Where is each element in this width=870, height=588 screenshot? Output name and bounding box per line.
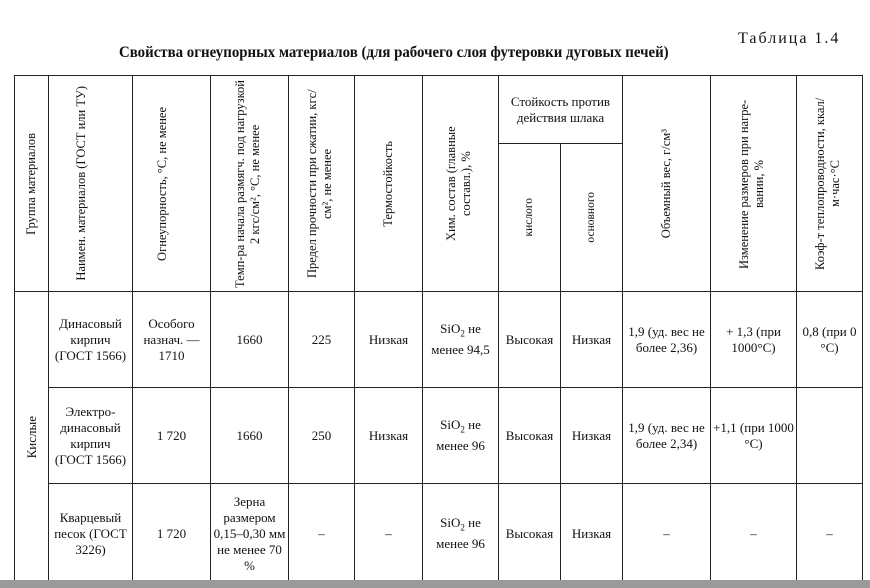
chem-subscript: 2	[460, 522, 465, 533]
header-refractoriness	[133, 76, 211, 292]
cell-size-change: + 1,3 (при 1000°С)	[711, 292, 797, 388]
cell-thermal-resistance: Низкая	[355, 292, 423, 388]
header-name-text: Наимен. материалов (ГОСТ или ТУ)	[73, 86, 88, 281]
cell-bulk-density: 1,9 (уд. вес не более 2,36)	[623, 292, 711, 388]
cell-thermal-conductivity	[797, 388, 863, 484]
chem-text: не менее 94,5	[431, 321, 490, 357]
header-size-change	[711, 76, 797, 292]
group-cell	[15, 292, 49, 584]
cell-slag-basic: Низкая	[561, 292, 623, 388]
header-size-change-text: Изменение размеров при нагре-вании, %	[736, 98, 766, 269]
table-row	[15, 292, 863, 388]
header-name	[49, 76, 133, 292]
header-softening-temp-text: Темп-ра начала размягч. под нагрузкой 2 кгс/см², °С, не менее	[232, 79, 262, 288]
group-label: Кислые	[23, 416, 39, 459]
chem-subscript: 2	[460, 328, 465, 339]
header-slag-resistance: Стойкость против действия шлака	[499, 76, 623, 144]
header-slag-acidic-text: кислого	[523, 198, 535, 237]
header-thermal-conductivity	[797, 76, 863, 292]
cell-compressive-strength: 225	[289, 292, 355, 388]
header-thermal-conductivity-text: Коэф-т теплопроводности, ккал/м·час·°С	[812, 97, 842, 270]
bottom-edge-bar	[0, 580, 870, 588]
header-bulk-density	[623, 76, 711, 292]
cell-chem-composition	[423, 388, 499, 484]
cell-thermal-conductivity: 0,8 (при 0 °С)	[797, 292, 863, 388]
header-compressive-strength-text: Предел прочности при сжатии, кгс/см², не менее	[304, 89, 334, 278]
table-row	[15, 484, 863, 584]
cell-bulk-density: –	[623, 484, 711, 584]
cell-slag-acidic: Высокая	[499, 292, 561, 388]
cell-refractoriness: 1 720	[133, 484, 211, 584]
cell-name: Кварцевый песок (ГОСТ 3226)	[49, 484, 133, 584]
header-refractoriness-text: Огнеупорность, °С, не менее	[154, 106, 169, 261]
header-chem-composition	[423, 76, 499, 292]
cell-name: Динасовый кирпич (ГОСТ 1566)	[49, 292, 133, 388]
table-row	[15, 388, 863, 484]
chem-text: не менее 96	[436, 515, 485, 551]
cell-size-change: –	[711, 484, 797, 584]
cell-thermal-resistance: Низкая	[355, 388, 423, 484]
header-slag-acidic	[499, 144, 561, 292]
chem-text: не менее 96	[436, 417, 485, 453]
cell-thermal-resistance: –	[355, 484, 423, 584]
header-softening-temp	[211, 76, 289, 292]
header-group	[15, 76, 49, 292]
cell-softening-temp: 1660	[211, 292, 289, 388]
chem-formula: SiO	[440, 321, 461, 337]
header-chem-composition-text: Хим. состав (главные составл.), %	[443, 126, 473, 241]
chem-formula: SiO	[440, 417, 461, 433]
header-thermal-resistance	[355, 76, 423, 292]
cell-chem-composition	[423, 484, 499, 584]
cell-compressive-strength: –	[289, 484, 355, 584]
header-slag-basic-text: основного	[585, 192, 597, 243]
header-group-text: Группа материалов	[24, 132, 38, 235]
refractory-properties-table	[14, 75, 863, 584]
cell-thermal-conductivity: –	[797, 484, 863, 584]
header-slag-basic	[561, 144, 623, 292]
table-number-label: Таблица 1.4	[738, 30, 841, 47]
cell-slag-acidic: Высокая	[499, 388, 561, 484]
cell-refractoriness: Особого назнач. — 1710	[133, 292, 211, 388]
chem-formula: SiO	[440, 515, 461, 531]
header-thermal-resistance-text: Термостойкость	[381, 140, 395, 227]
cell-slag-basic: Низкая	[561, 388, 623, 484]
cell-size-change: +1,1 (при 1000 °С)	[711, 388, 797, 484]
cell-softening-temp: Зерна размером 0,15–0,30 мм не менее 70 %	[211, 484, 289, 584]
header-compressive-strength	[289, 76, 355, 292]
cell-name: Электро-динасовый кирпич (ГОСТ 1566)	[49, 388, 133, 484]
table-title: Свойства огнеупорных материалов (для рабочего слоя футеровки дуговых печей)	[119, 44, 669, 61]
cell-refractoriness: 1 720	[133, 388, 211, 484]
header-bulk-density-text: Объемный вес, г/см³	[659, 128, 673, 239]
header-row	[15, 76, 863, 144]
cell-chem-composition	[423, 292, 499, 388]
chem-subscript: 2	[460, 424, 465, 435]
cell-compressive-strength: 250	[289, 388, 355, 484]
cell-softening-temp: 1660	[211, 388, 289, 484]
cell-slag-basic: Низкая	[561, 484, 623, 584]
cell-slag-acidic: Высокая	[499, 484, 561, 584]
cell-bulk-density: 1,9 (уд. вес не более 2,34)	[623, 388, 711, 484]
